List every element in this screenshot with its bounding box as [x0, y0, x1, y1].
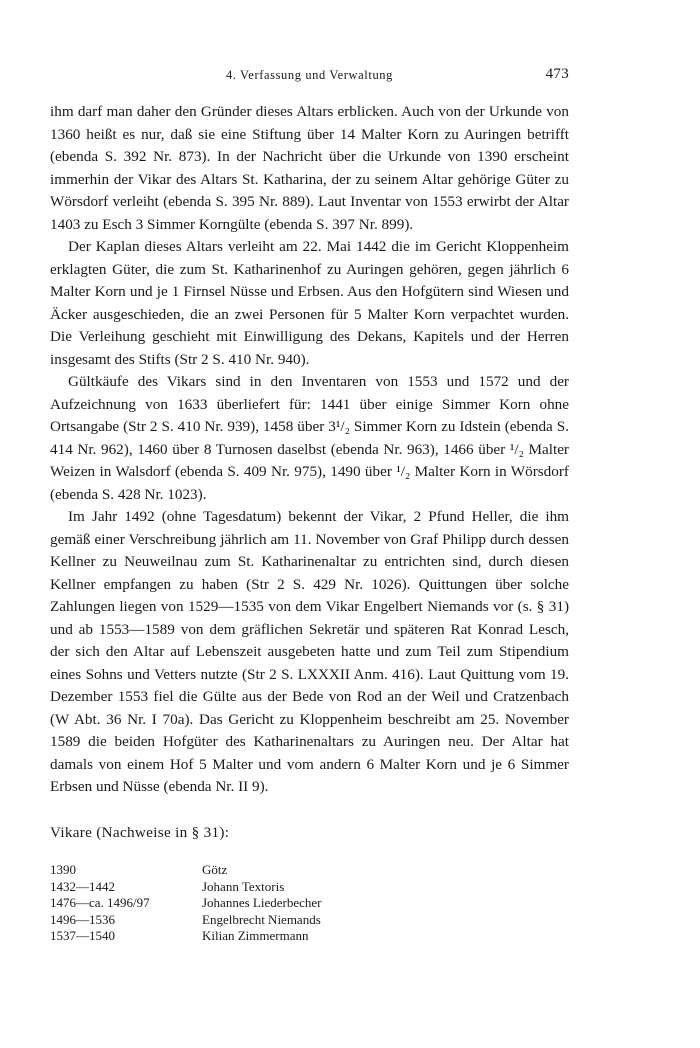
vicars-heading: Vikare (Nachweise in § 31):	[50, 824, 230, 841]
vicar-row	[50, 928, 450, 945]
vicar-years: 1432—1442	[50, 878, 115, 894]
vicar-years: 1537—1540	[50, 928, 115, 944]
vicar-name: Engelbrecht Niemands	[202, 911, 321, 927]
vicar-name: Johann Textoris	[202, 878, 285, 894]
running-title: 4. Verfassung und Verwaltung	[225, 68, 393, 82]
vicar-name: Kilian Zimmermann	[202, 928, 309, 944]
paragraph-1492: Im Jahr 1492 (ohne Tagesdatum) bekennt der Vikar, 2 Pfund Heller, die ihm gemäß einer Verschreibung jährlich am 11. November von Graf Philipp durch dessen Kellner zu Neuweilnau zum St. Katharinenaltar zu entrichten sind, durch diesen Kellner empfangen zu haben (Str 2 S. 429 Nr. 1026). Quittungen über solche Zahlungen liegen von 1529—1535 von dem Vikar Engelbert Niemands vor (s. § 31) und ab 1553—1589 von dem gräflichen Sekretär und späteren Rat Konrad Lesch, der sich den Altar auf Lebenszeit ausgebeten hatte und zum Teil zum Stipendium eines Sohns und Vetters nutzte (Str 2 S. LXXXII Anm. 416). Laut Quittung vom 19. Dezember 1553 fiel die Gülte aus der Bede von Rod an der Weil und Cratzenbach (W Abt. 36 Nr. I 70a). Das Gericht zu Kloppenheim beschreibt am 25. November 1589 die beiden Hofgüter des Katharinenaltars zu Auringen neu. Der Altar hat damals von einem Hof 5 Malter und vom andern 6 Malter Korn und je 6 Simmer Erbsen und Nüsse (ebenda Nr. II 9).	[50, 508, 569, 795]
page-number: 473	[545, 66, 569, 82]
vicar-row	[50, 879, 450, 896]
vicar-years: 1390	[50, 862, 76, 877]
paragraph-gueltkaeufe: Gültkäufe des Vikars sind in den Inventaren von 1553 und 1572 und der Aufzeichnung von 1633 überliefert für: 1441 über einige Simmer Korn ohne Ortsangabe (Str 2 S. 410 Nr. 939), 1458 über 3¹/₂ Simmer Korn zu Idstein (ebenda S. 414 Nr. 962), 1460 über 8 Turnosen daselbst (ebenda Nr. 963), 1466 über ¹/₂ Malter Weizen in Walsdorf (ebenda S. 409 Nr. 975), 1490 über ¹/₂ Malter Korn in Wörsdorf (ebenda S. 428 Nr. 1023).	[50, 373, 569, 503]
vicar-list	[50, 862, 450, 945]
page-header	[50, 66, 569, 86]
vicar-name: Götz	[202, 862, 228, 877]
vicar-years: 1496—1536	[50, 911, 115, 927]
body-text	[50, 101, 569, 799]
vicar-years: 1476—ca. 1496/97	[50, 895, 150, 911]
paragraph-kaplan: Der Kaplan dieses Altars verleiht am 22. Mai 1442 die im Gericht Kloppenheim erklagten Güter, die zum St. Katharinenhof zu Auringen gehören, gegen jährlich 6 Malter Korn und je 1 Firnsel Nüsse und Erbsen. Aus den Hofgütern sind Wiesen und Äcker ausgeschieden, die an zwei Personen für 5 Malter Korn verpachtet wurden. Die Verleihung geschieht mit Einwilligung des Dekans, Kapitels und der Herren insgesamt des Stifts (Str 2 S. 410 Nr. 940).	[50, 238, 569, 368]
vicar-name: Johannes Liederbecher	[202, 895, 322, 911]
vicar-row	[50, 862, 450, 879]
paragraph-continued: ihm darf man daher den Gründer dieses Altars erblicken. Auch von der Urkunde von 1360 heißt es nur, daß sie eine Stiftung über 14 Malter Korn zu Auringen betrifft (ebenda S. 392 Nr. 873). In der Nachricht über die Urkunde von 1390 erscheint immerhin der Vikar des Altars St. Katharina, der zu seinem Altar gehörige Güter zu Wörsdorf verleiht (ebenda S. 395 Nr. 889). Laut Inventar von 1553 erwirbt der Altar 1403 zu Esch 3 Simmer Korngülte (ebenda S. 397 Nr. 899).	[50, 103, 569, 233]
vicar-row	[50, 912, 450, 929]
vicar-row	[50, 895, 450, 912]
